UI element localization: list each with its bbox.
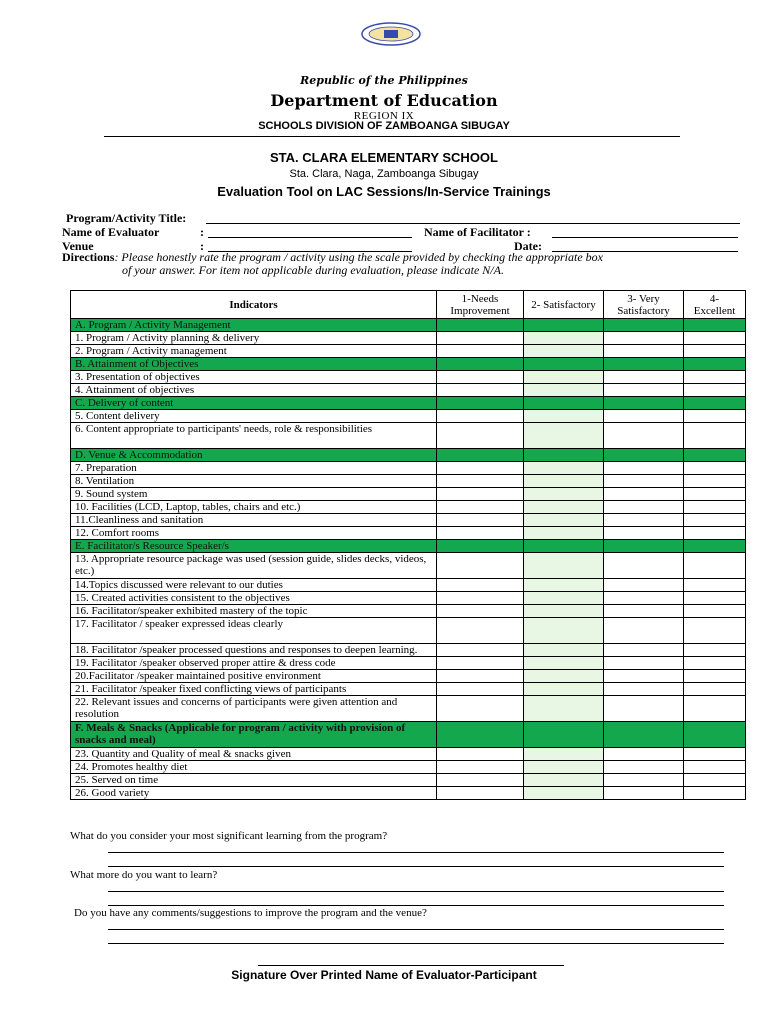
indicator-label: 22. Relevant issues and concerns of participants were given attention and resolution [71,696,437,722]
rating-cell[interactable] [437,553,524,579]
rating-cell[interactable] [604,475,684,488]
category-cell [604,397,684,410]
excellent-header: 4- Excellent [684,291,746,319]
rating-cell[interactable] [684,475,746,488]
republic-heading: Republic of the Philippines [300,74,468,87]
category-cell [437,319,524,332]
rating-cell[interactable] [604,774,684,787]
rating-cell[interactable] [524,774,604,787]
indicator-label: 21. Facilitator /speaker fixed conflicting views of participants [71,683,437,696]
rating-cell[interactable] [437,592,524,605]
table-row [71,683,746,696]
rating-cell[interactable] [524,618,604,644]
date-label: Date: [514,239,542,253]
rating-cell[interactable] [524,553,604,579]
directions-label: Directions [62,250,115,264]
question-want-to-learn: What more do you want to learn? [70,869,218,881]
category-row [71,358,746,371]
rating-cell[interactable] [437,462,524,475]
rating-cell[interactable] [604,592,684,605]
answer-line[interactable] [108,943,724,944]
category-cell [437,449,524,462]
rating-cell[interactable] [684,696,746,722]
rating-cell[interactable] [437,670,524,683]
rating-cell[interactable] [604,553,684,579]
rating-cell[interactable] [684,618,746,644]
category-cell [524,397,604,410]
rating-cell[interactable] [684,514,746,527]
answer-line[interactable] [108,866,724,867]
rating-cell[interactable] [604,371,684,384]
indicator-label: 5. Content delivery [71,410,437,423]
rating-cell[interactable] [604,410,684,423]
indicator-label: 25. Served on time [71,774,437,787]
rating-cell[interactable] [684,462,746,475]
indicator-label: 24. Promotes healthy diet [71,761,437,774]
rating-cell[interactable] [524,410,604,423]
rating-cell[interactable] [524,475,604,488]
rating-cell[interactable] [684,371,746,384]
rating-cell[interactable] [604,462,684,475]
venue-colon: : [200,239,204,253]
indicator-label: 15. Created activities consistent to the objectives [71,592,437,605]
indicator-label: 14.Topics discussed were relevant to our duties [71,579,437,592]
category-cell [684,397,746,410]
rating-cell[interactable] [684,579,746,592]
category-row [71,397,746,410]
rating-cell[interactable] [604,579,684,592]
rating-cell[interactable] [524,488,604,501]
rating-cell[interactable] [437,787,524,800]
rating-cell[interactable] [604,683,684,696]
indicator-label: 26. Good variety [71,787,437,800]
table-row [71,787,746,800]
satisfactory-header: 2- Satisfactory [524,291,604,319]
rating-cell[interactable] [437,501,524,514]
category-cell [437,358,524,371]
category-cell [684,358,746,371]
rating-cell[interactable] [437,332,524,345]
table-row [71,475,746,488]
indicator-label: 8. Ventilation [71,475,437,488]
table-row [71,579,746,592]
answer-line[interactable] [108,891,724,892]
form-title: Evaluation Tool on LAC Sessions/In-Service Trainings [217,184,551,199]
question-comments: Do you have any comments/suggestions to improve the program and the venue? [74,907,427,919]
table-row [71,657,746,670]
rating-cell[interactable] [437,748,524,761]
indicator-label: 4. Attainment of objectives [71,384,437,397]
rating-cell[interactable] [604,488,684,501]
category-label: E. Facilitator/s Resource Speaker/s [71,540,437,553]
table-row [71,696,746,722]
category-cell [604,449,684,462]
directions [62,251,712,277]
table-row [71,514,746,527]
rating-cell[interactable] [524,670,604,683]
rating-cell[interactable] [604,644,684,657]
rating-cell[interactable] [684,657,746,670]
rating-cell[interactable] [684,488,746,501]
rating-cell[interactable] [524,462,604,475]
rating-cell[interactable] [524,787,604,800]
indicator-label: 11.Cleanliness and sanitation [71,514,437,527]
indicator-label: 9. Sound system [71,488,437,501]
category-cell [684,540,746,553]
rating-cell[interactable] [684,683,746,696]
indicator-label: 20.Facilitator /speaker maintained positive environment [71,670,437,683]
table-row [71,410,746,423]
table-row [71,371,746,384]
rating-cell[interactable] [437,371,524,384]
rating-cell[interactable] [524,644,604,657]
indicator-label: 1. Program / Activity planning & delivery [71,332,437,345]
category-row [71,449,746,462]
evaluator-field[interactable] [208,237,412,238]
rating-cell[interactable] [524,579,604,592]
table-row [71,501,746,514]
indicators-header: Indicators [71,291,437,319]
rating-cell[interactable] [437,696,524,722]
rating-cell[interactable] [437,683,524,696]
rating-cell[interactable] [604,696,684,722]
rating-cell[interactable] [684,410,746,423]
rating-cell[interactable] [524,332,604,345]
venue-label: Venue [62,239,94,253]
category-cell [604,358,684,371]
rating-cell[interactable] [684,527,746,540]
table-row [71,670,746,683]
program-title-label: Program/Activity Title: [66,211,187,225]
category-label: B. Attainment of Objectives [71,358,437,371]
facilitator-field[interactable] [552,237,738,238]
rating-cell[interactable] [524,657,604,670]
table-row [71,553,746,579]
rating-cell[interactable] [437,475,524,488]
indicator-label: 19. Facilitator /speaker observed proper attire & dress code [71,657,437,670]
rating-cell[interactable] [604,345,684,358]
rating-cell[interactable] [524,527,604,540]
rating-cell[interactable] [437,384,524,397]
rating-cell[interactable] [604,670,684,683]
rating-cell[interactable] [437,514,524,527]
rating-cell[interactable] [437,527,524,540]
rating-cell[interactable] [604,514,684,527]
needs-improvement-header: 1-Needs Improvement [437,291,524,319]
category-cell [684,449,746,462]
table-row [71,527,746,540]
table-row [71,423,746,449]
rating-cell[interactable] [684,787,746,800]
category-label: F. Meals & Snacks (Applicable for program / activity with provision of snacks and meal) [71,722,437,748]
indicator-label: 13. Appropriate resource package was used (session guide, slides decks, videos, etc.) [71,553,437,579]
rating-cell[interactable] [684,332,746,345]
category-row [71,319,746,332]
table-header-row [71,291,746,319]
rating-cell[interactable] [684,553,746,579]
category-label: A. Program / Activity Management [71,319,437,332]
category-cell [437,722,524,748]
answer-line[interactable] [108,929,724,930]
rating-cell[interactable] [684,605,746,618]
header-divider [104,136,680,137]
category-cell [604,319,684,332]
rating-cell[interactable] [604,761,684,774]
rating-cell[interactable] [437,488,524,501]
school-name: STA. CLARA ELEMENTARY SCHOOL [270,150,498,165]
category-cell [524,449,604,462]
rating-cell[interactable] [437,605,524,618]
category-cell [437,397,524,410]
table-row [71,774,746,787]
table-row [71,618,746,644]
evaluator-label: Name of Evaluator [62,225,160,239]
category-cell [524,319,604,332]
indicator-label: 10. Facilities (LCD, Laptop, tables, chairs and etc.) [71,501,437,514]
category-cell [524,722,604,748]
answer-line[interactable] [108,852,724,853]
rating-cell[interactable] [604,787,684,800]
school-address: Sta. Clara, Naga, Zamboanga Sibugay [289,168,479,180]
rating-cell[interactable] [684,644,746,657]
rating-cell[interactable] [524,384,604,397]
rating-cell[interactable] [437,423,524,449]
rating-cell[interactable] [437,657,524,670]
signature-caption: Signature Over Printed Name of Evaluator-Participant [231,968,537,982]
rating-cell[interactable] [524,748,604,761]
rating-cell[interactable] [684,761,746,774]
indicator-label: 17. Facilitator / speaker expressed ideas clearly [71,618,437,644]
rating-cell[interactable] [437,761,524,774]
table-row [71,761,746,774]
rating-cell[interactable] [437,618,524,644]
rating-cell[interactable] [684,774,746,787]
answer-line[interactable] [108,905,724,906]
rating-cell[interactable] [524,345,604,358]
table-row [71,345,746,358]
table-row [71,592,746,605]
category-cell [684,319,746,332]
table-row [71,332,746,345]
table-row [71,605,746,618]
category-cell [437,540,524,553]
region-heading: REGION IX [353,110,415,122]
indicator-label: 23. Quantity and Quality of meal & snacks given [71,748,437,761]
facilitator-label: Name of Facilitator : [424,225,531,239]
rating-cell[interactable] [437,579,524,592]
rating-cell[interactable] [524,592,604,605]
rating-cell[interactable] [684,345,746,358]
rating-cell[interactable] [604,748,684,761]
question-significant-learning: What do you consider your most significant learning from the program? [70,830,388,842]
rating-cell[interactable] [524,423,604,449]
evaluation-table [70,290,746,800]
indicator-label: 18. Facilitator /speaker processed questions and responses to deepen learning. [71,644,437,657]
rating-cell[interactable] [437,644,524,657]
very-satisfactory-header: 3- Very Satisfactory [604,291,684,319]
rating-cell[interactable] [524,761,604,774]
rating-cell[interactable] [604,605,684,618]
department-heading: Department of Education [270,91,498,110]
program-title-field[interactable] [206,223,740,224]
category-row [71,540,746,553]
rating-cell[interactable] [604,332,684,345]
category-cell [604,540,684,553]
table-row [71,644,746,657]
division-heading: SCHOOLS DIVISION OF ZAMBOANGA SIBUGAY [258,120,510,132]
rating-cell[interactable] [604,501,684,514]
rating-cell[interactable] [684,592,746,605]
rating-cell[interactable] [437,410,524,423]
table-row [71,748,746,761]
indicator-label: 16. Facilitator/speaker exhibited mastery of the topic [71,605,437,618]
directions-text: : Please honestly rate the program / activity using the scale provided by checking the appropriate box [114,250,603,264]
rating-cell[interactable] [604,527,684,540]
rating-cell[interactable] [524,605,604,618]
rating-cell[interactable] [604,423,684,449]
indicator-label: 6. Content appropriate to participants' needs, role & responsibilities [71,423,437,449]
rating-cell[interactable] [524,501,604,514]
rating-cell[interactable] [437,774,524,787]
table-row [71,384,746,397]
deped-seal-logo [360,22,422,46]
directions-text-2: of your answer. For item not applicable during evaluation, please indicate N/A. [122,263,504,277]
category-label: D. Venue & Accommodation [71,449,437,462]
rating-cell[interactable] [604,618,684,644]
rating-cell[interactable] [524,696,604,722]
indicator-label: 12. Comfort rooms [71,527,437,540]
category-cell [524,358,604,371]
evaluator-colon: : [200,225,204,239]
rating-cell[interactable] [604,657,684,670]
rating-cell[interactable] [437,345,524,358]
rating-cell[interactable] [684,423,746,449]
category-cell [684,722,746,748]
signature-line[interactable] [258,965,564,966]
indicator-label: 3. Presentation of objectives [71,371,437,384]
category-cell [524,540,604,553]
rating-cell[interactable] [684,748,746,761]
rating-cell[interactable] [524,371,604,384]
rating-cell[interactable] [684,501,746,514]
indicator-label: 7. Preparation [71,462,437,475]
category-cell [604,722,684,748]
rating-cell[interactable] [684,670,746,683]
indicator-label: 2. Program / Activity management [71,345,437,358]
rating-cell[interactable] [524,514,604,527]
rating-cell[interactable] [604,384,684,397]
category-row [71,722,746,748]
category-label: C. Delivery of content [71,397,437,410]
rating-cell[interactable] [524,683,604,696]
table-row [71,488,746,501]
rating-cell[interactable] [684,384,746,397]
table-row [71,462,746,475]
